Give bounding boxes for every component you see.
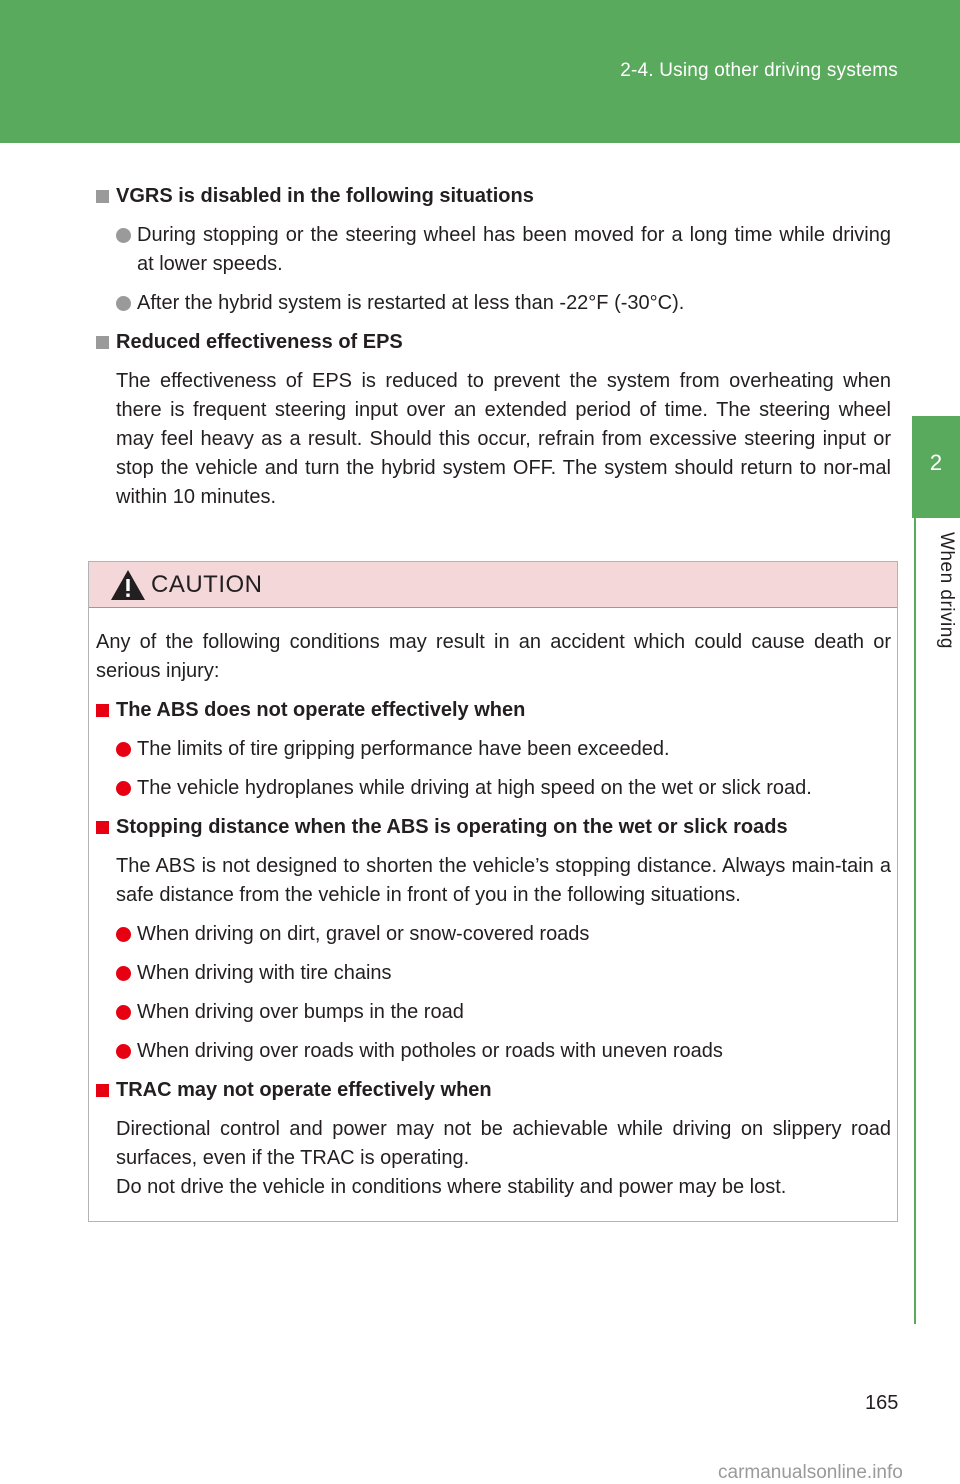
list-item: When driving on dirt, gravel or snow-covered roads bbox=[116, 920, 891, 949]
caution-intro: Any of the following conditions may result in an accident which could cause death or serious injury: bbox=[96, 631, 891, 682]
abs-heading: The ABS does not operate effectively when bbox=[96, 696, 891, 725]
vgrs-heading bbox=[96, 182, 891, 211]
list-item: During stopping or the steering wheel has been moved for a long time while driving at lower speeds. bbox=[116, 221, 891, 279]
trac-paragraph-2: Do not drive the vehicle in conditions where stability and power may be lost. bbox=[116, 1176, 787, 1198]
round-bullet-icon bbox=[116, 1044, 131, 1059]
caution-box bbox=[88, 561, 898, 1222]
list-item: When driving over roads with potholes or roads with uneven roads bbox=[116, 1037, 891, 1066]
caution-body bbox=[96, 628, 891, 1212]
list-item: After the hybrid system is restarted at less than -22°F (-30°C). bbox=[116, 289, 891, 318]
round-bullet-icon bbox=[116, 966, 131, 981]
list-item: The limits of tire gripping performance have been exceeded. bbox=[116, 735, 891, 764]
square-bullet-icon bbox=[96, 1084, 109, 1097]
square-bullet-icon bbox=[96, 190, 109, 203]
watermark: carmanualsonline.info bbox=[718, 1462, 903, 1483]
round-bullet-icon bbox=[116, 927, 131, 942]
chapter-label: When driving bbox=[936, 532, 957, 649]
square-bullet-icon bbox=[96, 336, 109, 349]
chapter-divider bbox=[914, 518, 916, 1324]
caution-label: CAUTION bbox=[151, 571, 263, 598]
page-number: 165 bbox=[865, 1392, 899, 1414]
chapter-number: 2 bbox=[929, 450, 943, 475]
caution-header bbox=[89, 562, 897, 608]
main-content bbox=[96, 182, 891, 522]
header-bar bbox=[0, 0, 960, 143]
warning-triangle-icon bbox=[109, 568, 147, 602]
chapter-tab bbox=[912, 416, 960, 518]
trac-paragraph: Directional control and power may not be achievable while driving on slippery road surfaces, even if the TRAC is operating. bbox=[116, 1118, 891, 1169]
round-bullet-icon bbox=[116, 228, 131, 243]
round-bullet-icon bbox=[116, 742, 131, 757]
square-bullet-icon bbox=[96, 821, 109, 834]
list-item: When driving with tire chains bbox=[116, 959, 891, 988]
list-item: When driving over bumps in the road bbox=[116, 998, 891, 1027]
section-title: 2-4. Using other driving systems bbox=[620, 60, 898, 81]
eps-heading-text: Reduced effectiveness of EPS bbox=[116, 331, 403, 353]
eps-paragraph: The effectiveness of EPS is reduced to prevent the system from overheating when there is frequent steering input over an extended period of time. The steering wheel may feel heavy as a result. Should this occur, refrain from excessive steering input or stop the vehicle and turn the hybrid system OFF. The system should return to nor-mal within 10 minutes. bbox=[116, 370, 891, 508]
list-item: The vehicle hydroplanes while driving at high speed on the wet or slick road. bbox=[116, 774, 891, 803]
eps-heading bbox=[96, 328, 891, 357]
stopping-paragraph: The ABS is not designed to shorten the vehicle’s stopping distance. Always main-tain a safe distance from the vehicle in front of you in the following situations. bbox=[116, 855, 891, 906]
round-bullet-icon bbox=[116, 781, 131, 796]
square-bullet-icon bbox=[96, 704, 109, 717]
stopping-heading: Stopping distance when the ABS is operating on the wet or slick roads bbox=[96, 813, 891, 842]
trac-heading: TRAC may not operate effectively when bbox=[96, 1076, 891, 1105]
round-bullet-icon bbox=[116, 296, 131, 311]
vgrs-heading-text: VGRS is disabled in the following situations bbox=[116, 185, 534, 207]
round-bullet-icon bbox=[116, 1005, 131, 1020]
